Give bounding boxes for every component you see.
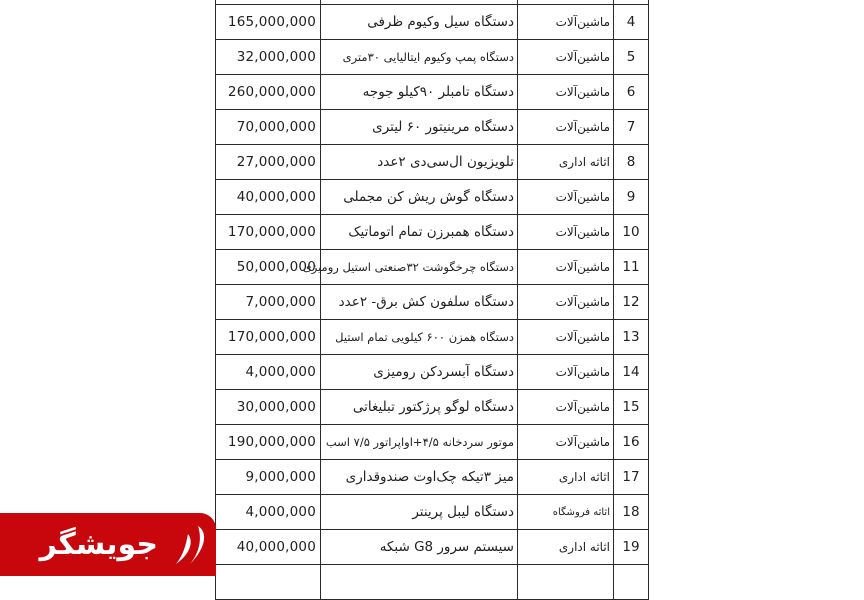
brand-logo-banner (0, 513, 216, 576)
table-row (216, 145, 649, 180)
category-cell (518, 565, 614, 600)
table-row (216, 110, 649, 145)
row-number-cell: 13 (614, 320, 649, 355)
category-cell: اثاثه اداری (518, 530, 614, 565)
description-cell: دستگاه آبسردکن رومیزی (321, 355, 518, 390)
table-row (216, 250, 649, 285)
asset-table-body (216, 0, 649, 600)
category-cell: ماشین‌آلات (518, 215, 614, 250)
row-number-cell: 12 (614, 285, 649, 320)
price-cell: 4,000,000 (216, 355, 321, 390)
table-row (216, 565, 649, 600)
price-cell: 50,000,000 (216, 250, 321, 285)
category-cell: ماشین‌آلات (518, 40, 614, 75)
category-cell: ماشین‌آلات (518, 320, 614, 355)
description-cell: دستگاه پمپ وکیوم ایتالیایی ۳۰متری (321, 40, 518, 75)
category-cell: ماشین‌آلات (518, 5, 614, 40)
row-number-cell: 7 (614, 110, 649, 145)
row-number-cell: 9 (614, 180, 649, 215)
description-cell: میز ۳تیکه چک‌اوت صندوقداری (321, 460, 518, 495)
description-cell: دستگاه سلفون کش برق- ۲عدد (321, 285, 518, 320)
table-row (216, 530, 649, 565)
category-cell: ماشین‌آلات (518, 390, 614, 425)
category-cell: ماشین‌آلات (518, 425, 614, 460)
description-cell: دستگاه تامبلر ۹۰کیلو جوجه (321, 75, 518, 110)
category-cell: ماشین‌آلات (518, 355, 614, 390)
description-cell: تلویزیون ال‌سی‌دی ۲عدد (321, 145, 518, 180)
asset-table-container (215, 0, 648, 600)
description-cell: دستگاه لیبل پرینتر (321, 495, 518, 530)
category-cell: ماشین‌آلات (518, 75, 614, 110)
row-number-cell: 11 (614, 250, 649, 285)
row-number-cell: 19 (614, 530, 649, 565)
table-row (216, 180, 649, 215)
description-cell: موتور سردخانه ۴/۵+اواپراتور ۷/۵ اسب (321, 425, 518, 460)
description-cell: دستگاه گوش ریش کن مجملی (321, 180, 518, 215)
row-number-cell: 18 (614, 495, 649, 530)
category-cell: ماشین‌آلات (518, 285, 614, 320)
category-cell: اثاثه فروشگاه (518, 495, 614, 530)
table-row (216, 495, 649, 530)
price-cell: 170,000,000 (216, 320, 321, 355)
row-number-cell: 17 (614, 460, 649, 495)
table-row (216, 75, 649, 110)
category-cell: ماشین‌آلات (518, 250, 614, 285)
table-row (216, 215, 649, 250)
description-cell: دستگاه چرخگوشت ۳۲صنعتی استیل رومیزی (321, 250, 518, 285)
category-cell: اثاثه اداری (518, 145, 614, 180)
table-row (216, 285, 649, 320)
table-row (216, 460, 649, 495)
row-number-cell (614, 565, 649, 600)
row-number-cell: 14 (614, 355, 649, 390)
description-cell: دستگاه همبرزن تمام اتوماتیک (321, 215, 518, 250)
category-cell: ماشین‌آلات (518, 180, 614, 215)
row-number-cell: 6 (614, 75, 649, 110)
table-row (216, 40, 649, 75)
row-number-cell: 4 (614, 5, 649, 40)
price-cell: 70,000,000 (216, 110, 321, 145)
description-cell: سیستم سرور G8 شبکه (321, 530, 518, 565)
brand-logo-text: جویشگر (39, 527, 158, 562)
description-cell (321, 565, 518, 600)
price-cell: 27,000,000 (216, 145, 321, 180)
price-cell: 4,000,000 (216, 495, 321, 530)
description-cell: دستگاه مرینیتور ۶۰ لیتری (321, 110, 518, 145)
asset-table (215, 0, 649, 600)
row-number-cell: 5 (614, 40, 649, 75)
price-cell: 40,000,000 (216, 530, 321, 565)
price-cell: 165,000,000 (216, 5, 321, 40)
brand-swoosh-icon (168, 522, 214, 568)
table-row (216, 5, 649, 40)
price-cell: 170,000,000 (216, 215, 321, 250)
table-row (216, 320, 649, 355)
category-cell: اثاثه اداری (518, 460, 614, 495)
price-cell: 190,000,000 (216, 425, 321, 460)
category-cell: ماشین‌آلات (518, 110, 614, 145)
table-row (216, 355, 649, 390)
description-cell: دستگاه سیل وکیوم ظرفی (321, 5, 518, 40)
description-cell: دستگاه همزن ۶۰۰ کیلویی تمام استیل (321, 320, 518, 355)
row-number-cell: 8 (614, 145, 649, 180)
price-cell: 40,000,000 (216, 180, 321, 215)
table-row (216, 425, 649, 460)
row-number-cell: 15 (614, 390, 649, 425)
price-cell: 32,000,000 (216, 40, 321, 75)
price-cell (216, 565, 321, 600)
price-cell: 30,000,000 (216, 390, 321, 425)
price-cell: 9,000,000 (216, 460, 321, 495)
row-number-cell: 16 (614, 425, 649, 460)
price-cell: 260,000,000 (216, 75, 321, 110)
table-row (216, 390, 649, 425)
price-cell: 7,000,000 (216, 285, 321, 320)
description-cell: دستگاه لوگو پرژکتور تبلیغاتی (321, 390, 518, 425)
row-number-cell: 10 (614, 215, 649, 250)
